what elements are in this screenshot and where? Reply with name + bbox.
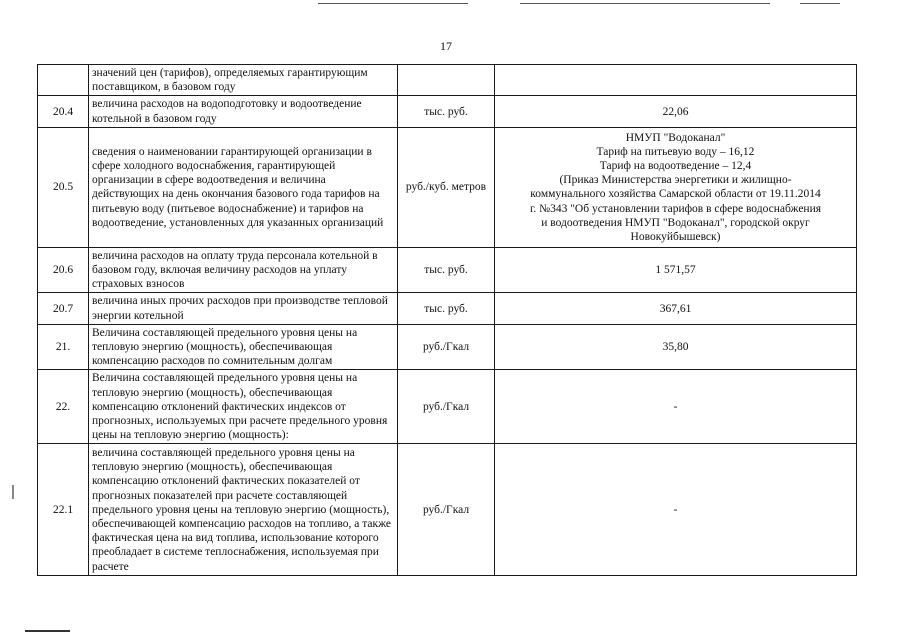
row-value	[495, 247, 857, 293]
table-row	[38, 96, 857, 127]
row-description: величина составляющей предельного уровня цены на тепловую энергию (мощность), обеспечивающая компенсацию отклонений фактических показателей от прогнозных показателей при расчете составляющей предельного уровня цены на тепловую энергию (мощность), обеспечивающей компенсацию расходов на топливо, а также фактическая цена на вид топлива, использование которого преобладает в системе теплоснабжения, используемая при расчете	[89, 444, 398, 576]
value-line: г. №343 "Об установлении тарифов в сфере водоснабжения	[529, 202, 822, 215]
row-description: величина иных прочих расходов при производстве тепловой энергии котельной	[89, 293, 398, 324]
value-line: -	[673, 503, 678, 516]
row-description: Величина составляющей предельного уровня цены на тепловую энергию (мощность), обеспечивающая компенсацию расходов по сомнительным долгам	[89, 324, 398, 370]
value-line: (Приказ Министерства энергетики и жилищно-	[559, 174, 792, 187]
table-row	[38, 444, 857, 576]
row-number: 20.7	[38, 293, 89, 324]
row-number: 22.	[38, 370, 89, 444]
row-unit: тыс. руб.	[398, 247, 495, 293]
scan-artifact-line	[25, 630, 70, 632]
row-description: Величина составляющей предельного уровня цены на тепловую энергию (мощность), обеспечивающая компенсацию отклонений фактических индексов от прогнозных, используемых при расчете предельного уровня цены на тепловую энергию (мощность):	[89, 370, 398, 444]
table-row	[38, 127, 857, 247]
row-value	[495, 293, 857, 324]
value-line: 1 571,57	[655, 264, 696, 277]
row-value	[495, 324, 857, 370]
scan-artifact-line	[520, 3, 770, 4]
row-description: значений цен (тарифов), определяемых гарантирующим поставщиком, в базовом году	[89, 65, 398, 96]
table-row	[38, 65, 857, 96]
row-value	[495, 65, 857, 96]
row-number: 20.4	[38, 96, 89, 127]
row-value	[495, 370, 857, 444]
row-value	[495, 96, 857, 127]
scan-artifact-mark	[12, 485, 14, 499]
value-line: и водоотведения НМУП "Водоканал", городской округ	[541, 216, 810, 229]
value-line: НМУП "Водоканал"	[625, 131, 726, 144]
tariff-table	[37, 64, 857, 576]
row-unit: руб./куб. метров	[398, 127, 495, 247]
row-number	[38, 65, 89, 96]
table-row	[38, 293, 857, 324]
row-number: 22.1	[38, 444, 89, 576]
row-value	[495, 127, 857, 247]
row-description: величина расходов на оплату труда персонала котельной в базовом году, включая величину расходов на уплату страховых взносов	[89, 247, 398, 293]
scan-artifact-line	[318, 3, 468, 4]
row-unit: тыс. руб.	[398, 293, 495, 324]
value-line: 22,06	[662, 105, 689, 118]
table-row	[38, 324, 857, 370]
table-row	[38, 247, 857, 293]
row-unit	[398, 65, 495, 96]
page-number: 17	[440, 39, 452, 53]
value-line: Тариф на питьевую воду – 16,12	[596, 145, 755, 158]
scan-artifact-line	[800, 3, 840, 4]
row-unit: руб./Гкал	[398, 324, 495, 370]
row-description: величина расходов на водоподготовку и водоотведение котельной в базовом году	[89, 96, 398, 127]
value-line: -	[673, 400, 678, 413]
row-unit: тыс. руб.	[398, 96, 495, 127]
row-number: 20.6	[38, 247, 89, 293]
row-unit: руб./Гкал	[398, 370, 495, 444]
value-line: 35,80	[662, 341, 689, 354]
value-line: 367,61	[659, 302, 692, 315]
table-row	[38, 370, 857, 444]
row-number: 21.	[38, 324, 89, 370]
value-line: Тариф на водоотведение – 12,4	[599, 159, 752, 172]
value-line: коммунального хозяйства Самарской области от 19.11.2014	[530, 188, 821, 201]
row-description: сведения о наименовании гарантирующей организации в сфере холодного водоснабжения, гарантирующей организации в сфере водоотведения и величина действующих на день окончания базового года тарифов на питьевую воду (питьевое водоснабжение) и тарифов на водоотведение, установленных для указанных организаций	[89, 127, 398, 247]
row-value	[495, 444, 857, 576]
row-number: 20.5	[38, 127, 89, 247]
value-line: Новокуйбышевск)	[630, 230, 721, 243]
row-unit: руб./Гкал	[398, 444, 495, 576]
